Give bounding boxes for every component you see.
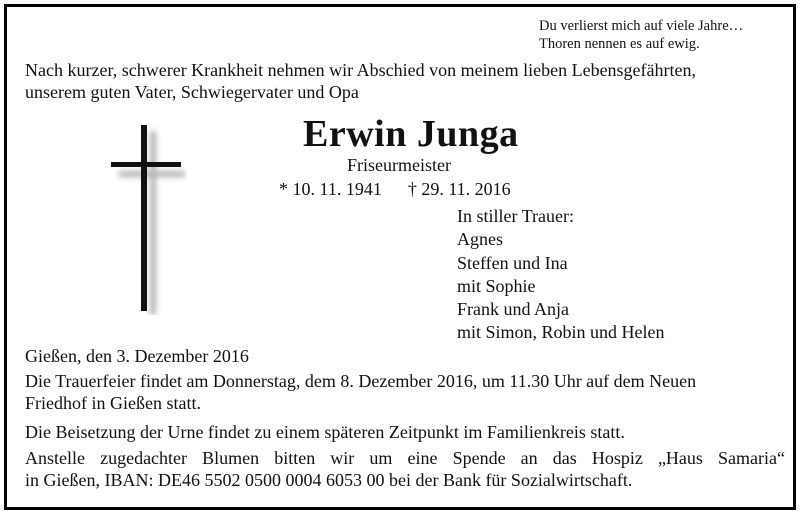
donation-notice (25, 447, 785, 491)
donation-line-1: Anstelle zugedachter Blumen bitten wir um eine Spende an das Hospiz „Haus Samaria“ (25, 448, 785, 468)
place-date: Gießen, den 3. Dezember 2016 (25, 346, 249, 366)
birth-date: * 10. 11. 1941 (279, 179, 382, 199)
quote-line-1: Du verlierst mich auf viele Jahre… (539, 18, 744, 34)
quote-line-2: Thoren nennen es auf ewig. (539, 36, 700, 52)
intro-text (25, 59, 696, 103)
donation-line-2: in Gießen, IBAN: DE46 5502 0500 0004 6053 00 bei der Bank für Sozialwirtschaft. (25, 470, 633, 490)
life-dates (279, 179, 511, 200)
intro-line-2: unserem guten Vater, Schwiegervater und Opa (25, 82, 359, 102)
intro-line-1: Nach kurzer, schwerer Krankheit nehmen wir Abschied von meinem lieben Lebensgefährten, (25, 60, 697, 80)
deceased-name: Erwin Junga (303, 113, 519, 155)
mourners-heading: In stiller Trauer: (457, 206, 574, 226)
quote (539, 17, 743, 53)
cross-icon (107, 125, 187, 315)
burial-notice (25, 421, 785, 443)
funeral-notice (25, 370, 785, 414)
mourners-list (457, 205, 665, 345)
mourner-item: mit Simon, Robin und Helen (457, 322, 665, 343)
deceased-profession: Friseurmeister (347, 155, 451, 175)
mourner-item: mit Sophie (457, 275, 536, 296)
mourner-item: Agnes (457, 229, 503, 250)
mourner-item: Steffen und Ina (457, 252, 568, 273)
obituary-frame (4, 4, 796, 510)
mourner-item: Frank und Anja (457, 299, 569, 320)
burial-line: Die Beisetzung der Urne findet zu einem späteren Zeitpunkt im Familienkreis statt. (25, 422, 625, 442)
death-date: † 29. 11. 2016 (407, 179, 511, 199)
funeral-line-2: Friedhof in Gießen statt. (25, 393, 201, 413)
funeral-line-1: Die Trauerfeier findet am Donnerstag, dem 8. Dezember 2016, um 11.30 Uhr auf dem Neuen (25, 371, 697, 391)
